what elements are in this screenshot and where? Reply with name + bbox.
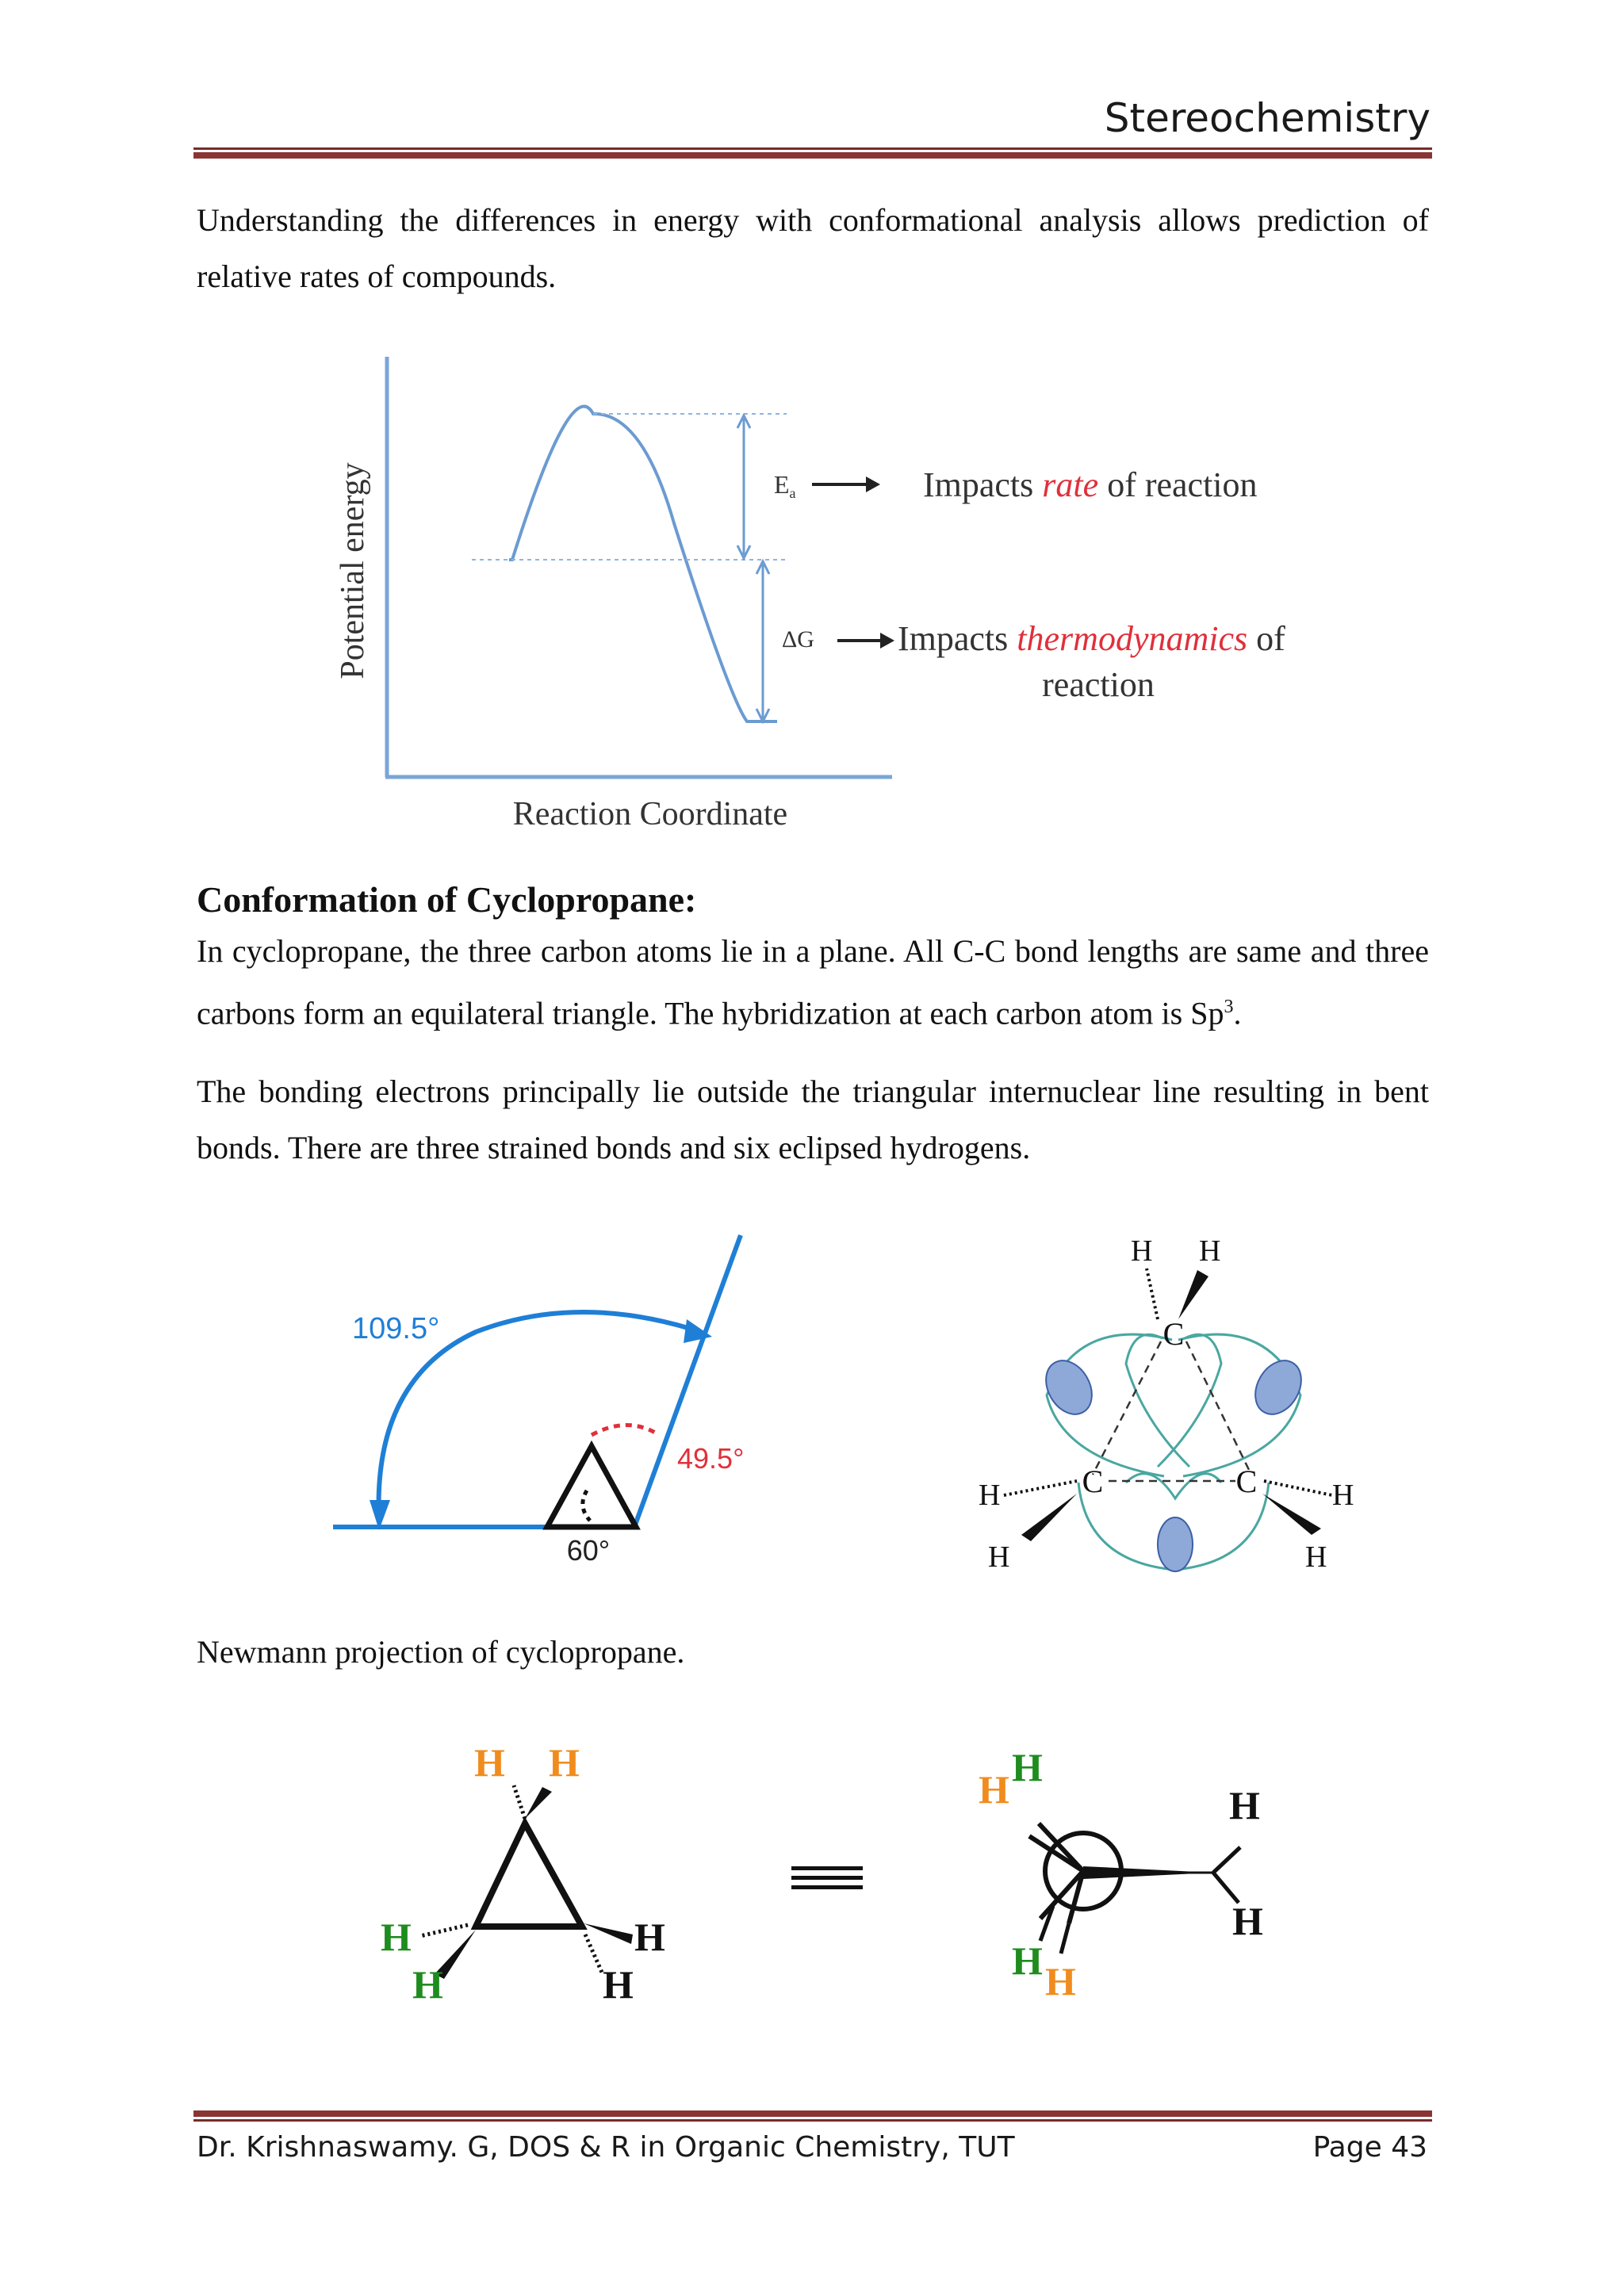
hydrogen: H [988,1540,1010,1574]
cyclopropane-paragraph-2: The bonding electrons principally lie outside the triangular internuclear line resulting in bent bonds. There are three strained bonds and six eclipsed hydrogens. [197,1073,1429,1165]
impact-thermo-text: Impacts thermodynamics of [898,619,1285,658]
footer-author: Dr. Krishnaswamy. G, DOS & R in Organic Chemistry, TUT [197,2131,1015,2164]
x-axis-label: Reaction Coordinate [512,796,788,832]
dg-label: ΔG [782,626,814,652]
carbon-left: C [1082,1464,1104,1499]
bent-bond-orbital-diagram [967,1221,1380,1586]
impact-thermo-line2: reaction [1042,665,1155,704]
ea-label: Ea [774,470,796,501]
hydrogen: H [979,1479,1001,1512]
angle-strain-diagram [325,1221,769,1586]
hydrogen: H [1332,1479,1354,1512]
cyclopropane-wedge-structure [373,1736,690,2022]
cyclopropane-triangle [547,1446,636,1527]
hydrogen: H [1199,1234,1221,1268]
strain-arc [592,1425,657,1435]
hydrogen-orange: H [549,1740,580,1785]
tetrahedral-ray [634,1235,741,1527]
hydrogen-black: H [603,1962,634,2007]
hydrogen-green: H [1012,1745,1043,1789]
angle-49-label: 49.5° [677,1442,745,1475]
footer-rule [193,2110,1432,2122]
energy-diagram [333,349,1364,856]
hydrogen-green: H [412,1962,443,2007]
page-header-title: Stereochemistry [1104,95,1431,141]
angle-109-label: 109.5° [352,1312,440,1345]
impact-rate-text: Impacts rate of reaction [923,465,1258,504]
angle-60-label: 60° [566,1534,611,1567]
hydrogen-black: H [634,1915,665,1959]
header-rule [193,147,1432,159]
page-number: Page 43 [1312,2131,1427,2164]
hydrogen-green: H [381,1915,412,1959]
ring-angle-arc [583,1490,590,1521]
newman-projection [967,1736,1300,2022]
cyclopropane-paragraph-1: In cyclopropane, the three carbon atoms lie in a plane. All C-C bond lengths are same and three carbons form an equilateral triangle. The hybridization at each carbon atom is Sp$^3$. [197,933,1429,1031]
newman-caption: Newmann projection of cyclopropane. [197,1634,685,1670]
hydrogen-black: H [1229,1783,1260,1827]
hydrogen: H [1305,1540,1327,1574]
y-axis-label: Potential energy [335,462,371,679]
intro-paragraph: Understanding the differences in energy with conformational analysis allows prediction of relative rates of compounds. [197,202,1429,294]
equivalence-sign [785,1865,880,1896]
carbon-top: C [1162,1316,1185,1352]
energy-curve [509,407,777,721]
section-heading: Conformation of Cyclopropane: [197,879,697,920]
hydrogen-orange: H [474,1740,505,1785]
hydrogen-orange: H [1045,1959,1076,2003]
hydrogen: H [1131,1234,1153,1268]
hydrogen-green: H [1012,1938,1043,1983]
hydrogen-orange: H [979,1767,1009,1812]
carbon-right: C [1235,1464,1258,1499]
hydrogen-black: H [1232,1899,1263,1943]
